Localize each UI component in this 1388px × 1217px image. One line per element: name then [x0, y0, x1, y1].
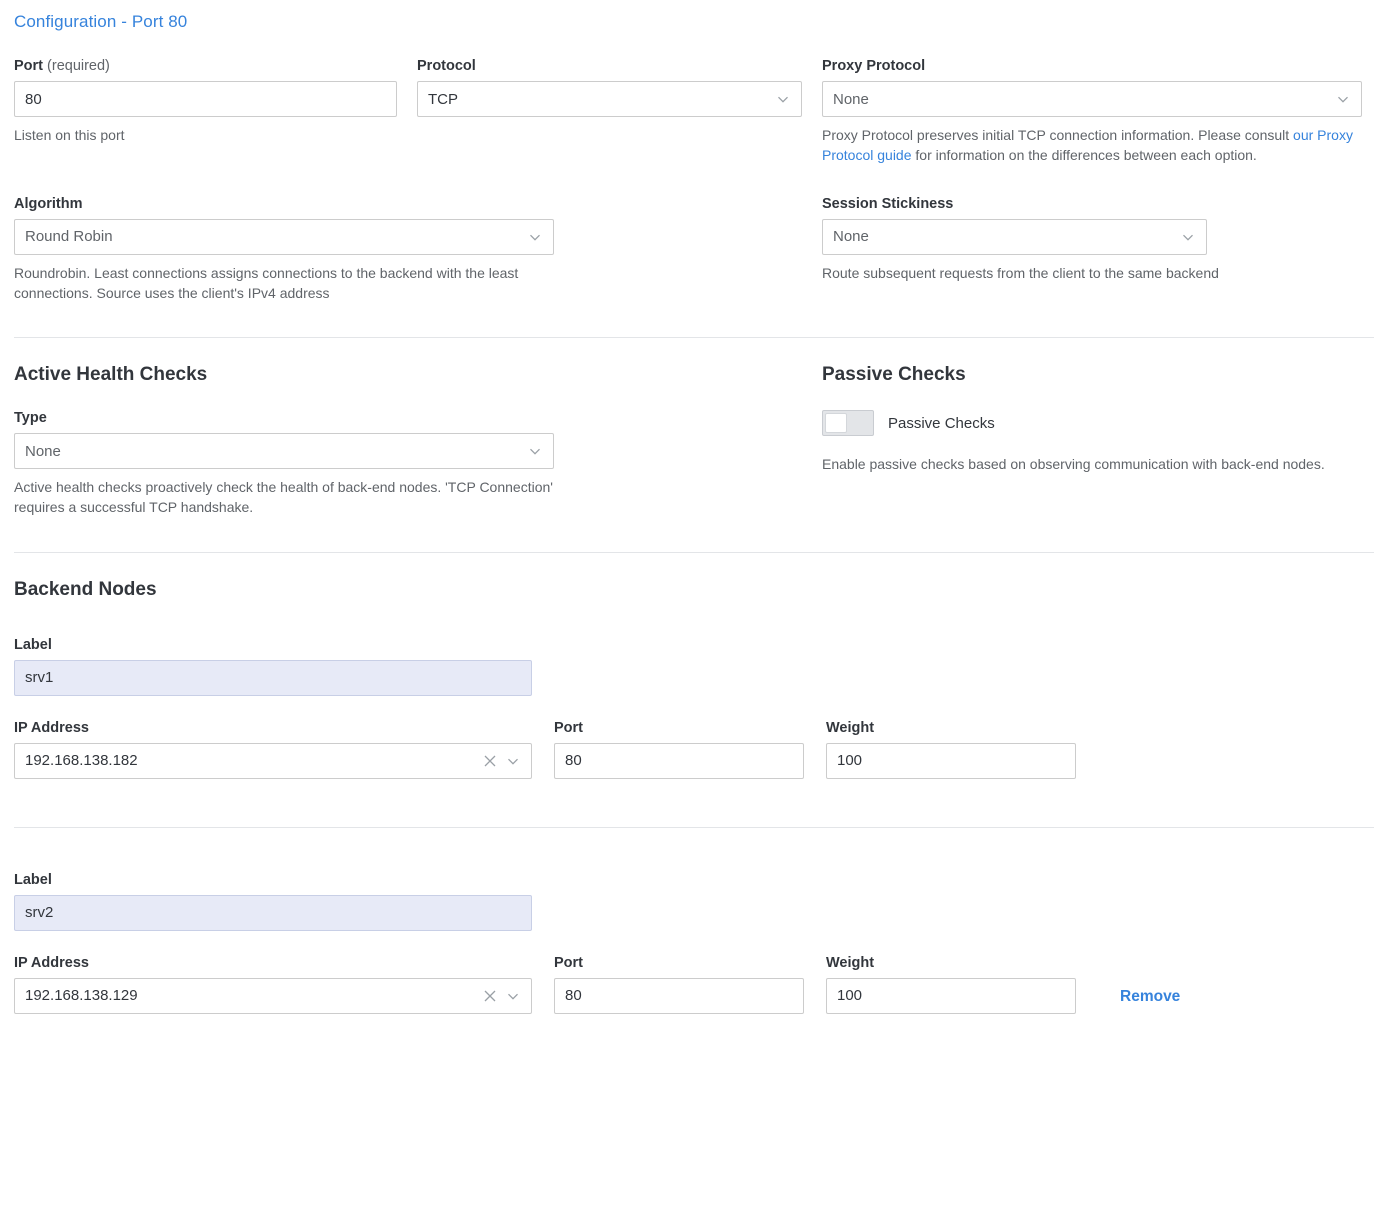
- algorithm-field-group: [14, 196, 822, 304]
- node-weight-label: Weight: [826, 719, 875, 736]
- active-health-checks-title: Active Health Checks: [14, 364, 208, 386]
- protocol-value: TCP: [428, 90, 458, 108]
- chevron-down-icon: [504, 752, 522, 770]
- node-port-group: [554, 720, 804, 779]
- chevron-down-icon: [526, 228, 544, 246]
- passive-checks-toggle-row[interactable]: [822, 410, 1374, 436]
- node-ip-select[interactable]: [14, 743, 532, 779]
- protocol-field-group: [417, 58, 802, 117]
- node-weight-input[interactable]: [826, 978, 1076, 1014]
- proxy-protocol-select[interactable]: [822, 81, 1362, 117]
- health-check-type-select[interactable]: [14, 433, 554, 469]
- port-field-group: [14, 58, 417, 145]
- node-port-input[interactable]: [554, 978, 804, 1014]
- node-port-label: Port: [554, 954, 583, 971]
- passive-checks-toggle[interactable]: [822, 410, 874, 436]
- proxy-protocol-value: None: [833, 90, 869, 108]
- node-fields-row: [14, 955, 1374, 1014]
- node-weight-label: Weight: [826, 954, 875, 971]
- close-icon[interactable]: [483, 754, 497, 768]
- health-check-type-value: None: [25, 442, 61, 460]
- session-stickiness-helper-text: Route subsequent requests from the client to the same backend: [822, 264, 1219, 281]
- divider-1: [14, 337, 1374, 338]
- port-input[interactable]: [14, 81, 397, 117]
- node-ip-select[interactable]: [14, 978, 532, 1014]
- proxy-protocol-label: Proxy Protocol: [822, 58, 926, 74]
- node-label-label: Label: [14, 636, 52, 653]
- algorithm-label: Algorithm: [14, 195, 83, 212]
- chevron-down-icon: [1334, 90, 1352, 108]
- node-ip-label: IP Address: [14, 719, 89, 736]
- port-helper-text: Listen on this port: [14, 127, 125, 143]
- node-port-group: [554, 955, 804, 1014]
- algorithm-select[interactable]: [14, 219, 554, 255]
- close-icon[interactable]: [483, 989, 497, 1003]
- passive-checks-helper-text: Enable passive checks based on observing communication with back-end nodes.: [822, 456, 1325, 473]
- health-check-helper-text: Active health checks proactively check the health of back-end nodes. 'TCP Connection' requires a successful TCP handshake.: [14, 479, 553, 516]
- session-stickiness-select[interactable]: [822, 219, 1207, 255]
- health-check-type-label: Type: [14, 410, 47, 427]
- node-ip-label: IP Address: [14, 954, 89, 971]
- node-fields-row: [14, 720, 1374, 779]
- node-ip-group: [14, 955, 532, 1014]
- node-port-label: Port: [554, 719, 583, 736]
- toggle-knob: [825, 413, 847, 433]
- port-label: [14, 58, 417, 74]
- proxy-protocol-field-group: [822, 58, 1374, 166]
- node-ip-value: 192.168.138.182: [25, 752, 138, 770]
- protocol-select[interactable]: [417, 81, 802, 117]
- node-label-label: Label: [14, 871, 52, 888]
- algorithm-value: Round Robin: [25, 228, 113, 246]
- port-required-note: (required): [47, 58, 110, 74]
- passive-checks-toggle-label: Passive Checks: [888, 414, 995, 432]
- node-port-input[interactable]: [554, 743, 804, 779]
- session-stickiness-label: Session Stickiness: [822, 195, 954, 212]
- port-protocol-group: [14, 58, 822, 145]
- proxy-helper-before: Proxy Protocol preserves initial TCP connection information. Please consult: [822, 127, 1294, 143]
- algorithm-helper-text: Roundrobin. Least connections assigns connections to the backend with the least connections. Source uses the client's IPv4 address: [14, 264, 519, 301]
- passive-checks-group: [822, 364, 1374, 474]
- proxy-protocol-guide-link[interactable]: our Proxy Protocol guide: [822, 127, 1353, 164]
- passive-checks-title: Passive Checks: [822, 364, 966, 386]
- divider-2: [14, 552, 1374, 553]
- divider-3: [14, 827, 1374, 828]
- row-port-protocol-proxy: [14, 58, 1374, 166]
- left-column-row1: [14, 58, 822, 145]
- backend-node-row: [14, 637, 1374, 779]
- session-stickiness-value: None: [833, 228, 869, 246]
- protocol-label: Protocol: [417, 58, 476, 74]
- active-health-checks-group: [14, 364, 822, 518]
- backend-node-row: [14, 872, 1374, 1014]
- node-ip-value: 192.168.138.129: [25, 987, 138, 1005]
- row-health-checks: [14, 364, 1374, 518]
- node-ip-group: [14, 720, 532, 779]
- session-stickiness-field-group: [822, 196, 1374, 283]
- node-label-input[interactable]: [14, 660, 532, 696]
- node-weight-group: [826, 955, 1076, 1014]
- page-title: Configuration - Port 80: [14, 12, 188, 31]
- proxy-helper-after: for information on the differences between each option.: [911, 147, 1257, 164]
- node-weight-group: [826, 720, 1076, 779]
- backend-nodes-title: Backend Nodes: [14, 578, 157, 600]
- remove-node-button[interactable]: Remove: [1120, 987, 1181, 1005]
- node-weight-input[interactable]: [826, 743, 1076, 779]
- chevron-down-icon: [774, 90, 792, 108]
- proxy-protocol-helper-text: [822, 125, 1367, 166]
- node-label-input[interactable]: [14, 895, 532, 931]
- port-label-text: Port: [14, 58, 43, 74]
- chevron-down-icon: [1179, 228, 1197, 246]
- backend-nodes-section: [14, 579, 1374, 1014]
- row-algorithm-stickiness: [14, 196, 1374, 304]
- chevron-down-icon: [504, 987, 522, 1005]
- chevron-down-icon: [526, 442, 544, 460]
